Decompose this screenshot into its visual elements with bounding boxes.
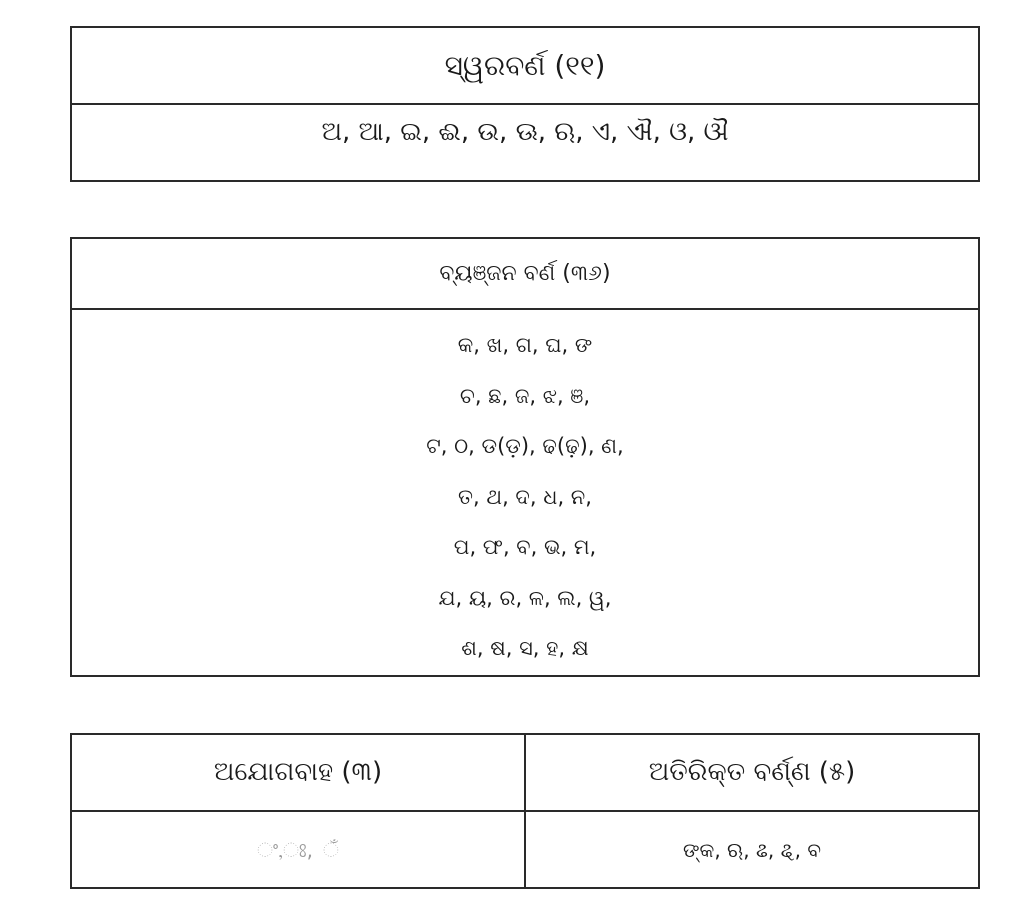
consonants-title: ବ୍ୟଞ୍ଜନ ବର୍ଣ (୩୬) <box>72 239 978 310</box>
vowels-title: ସ୍ୱରବର୍ଣ (୧୧) <box>72 28 978 105</box>
ayogavaha-title: ଅଯୋଗବାହ (୩) <box>72 735 526 812</box>
vowels-list: ଅ, ଆ, ଇ, ଈ, ଉ, ଊ, ଋ, ଏ, ଐ, ଓ, ଔ <box>321 117 729 147</box>
consonant-row: କ, ଖ, ଗ, ଘ, ଙ <box>457 333 593 357</box>
consonant-row: ତ, ଥ, ଦ, ଧ, ନ, <box>458 484 592 509</box>
vowels-table <box>70 26 980 182</box>
consonant-row: ଟ, ଠ, ଡ(ଡ଼), ଢ(ଢ଼), ଣ, <box>426 434 624 458</box>
consonant-row: ଯ, ୟ, ର, ଳ, ଲ, ୱ, <box>438 585 612 610</box>
additional-title: ଅତିରିକ୍ତ ବର୍ଣ୍ଣ (୫) <box>526 735 978 812</box>
consonants-list <box>72 310 978 674</box>
ayogavaha-list: ଂ,ଃ, ଁ <box>72 812 526 887</box>
consonants-table <box>70 237 980 677</box>
consonant-row: ଚ, ଛ, ଜ, ଝ, ଞ, <box>459 383 591 408</box>
consonant-row: ପ, ଫ, ବ, ଭ, ମ, <box>453 535 597 559</box>
consonant-row: ଶ, ଷ, ସ, ହ, କ୍ଷ <box>461 636 589 660</box>
additional-list: ଙ୍କ, ଋ, ଌ, ୡ, ବ <box>683 837 821 862</box>
ayogavaha-additional-table <box>70 733 980 889</box>
